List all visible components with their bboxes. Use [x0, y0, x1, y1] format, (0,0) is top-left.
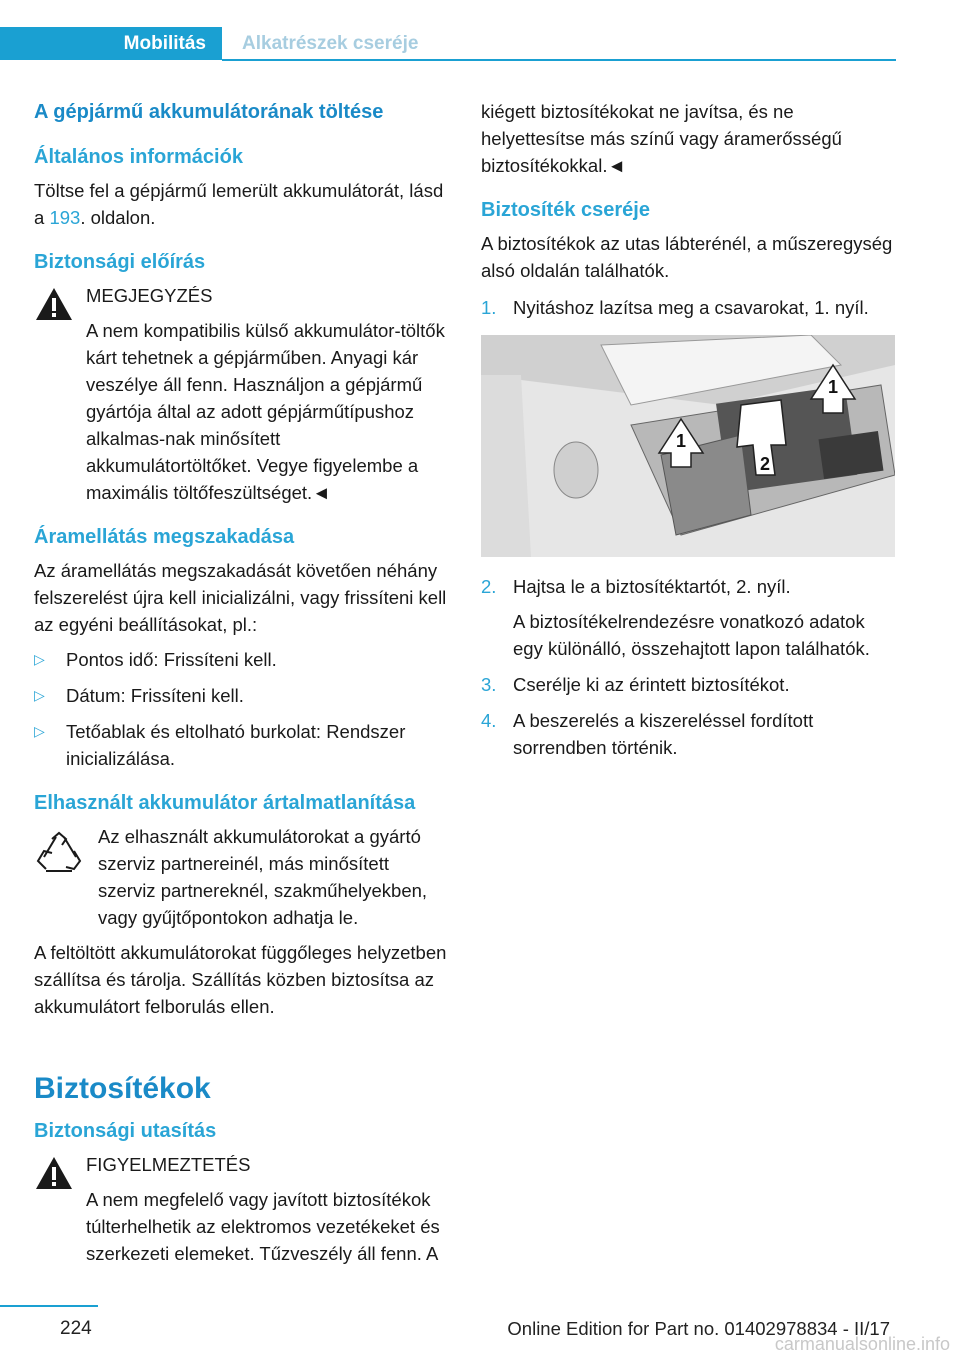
- replace-text: A biztosítékok az utas lábterénél, a műszeregység alsó oldalán találhatók.: [481, 233, 893, 281]
- charged-battery-text: A feltöltött akkumulátorokat függőleges helyzetben szállítsa és tárolja. Szállítás közben biztosítsa az akkumulátort felborulás ellen.: [34, 942, 447, 1017]
- bullet-text: Pontos idő: Frissíteni kell.: [66, 649, 277, 670]
- list-item: [481, 671, 895, 698]
- warning-text: A nem megfelelő vagy javított biztosítékok túlterhelhetik az elektromos vezetékeket és szerkezeti elemeket. Tűzveszély áll fenn. A: [86, 1189, 440, 1264]
- warning-triangle-icon: [34, 286, 74, 322]
- arrow-2-label: 2: [759, 454, 771, 474]
- step-note: A biztosítékelrendezésre vonatkozó adatok egy különálló, összehajtott lapon találhatók.: [513, 611, 870, 659]
- page-header: [0, 27, 896, 60]
- list-item: [481, 573, 895, 662]
- edition-text: Online Edition for Part no. 01402978834 - II/17: [507, 1318, 890, 1339]
- warning-continuation: kiégett biztosítékokat ne javítsa, és ne helyettesítse más színű vagy áramerősségű biztosítékokkal.◄: [481, 101, 842, 176]
- heading-safety-note: Biztonsági előírás: [34, 251, 206, 273]
- list-item: [34, 718, 448, 772]
- left-column: [34, 98, 448, 1267]
- heading-battery-disposal: Elhasznált akkumulátor ártalmatlanítása: [34, 792, 416, 814]
- step-text: Nyitáshoz lazítsa meg a csavarokat, 1. nyíl.: [513, 297, 869, 318]
- heading-fuse-replacement: Biztosíték cseréje: [481, 199, 650, 221]
- notice-block: [34, 282, 448, 506]
- step-number: 4.: [481, 710, 497, 731]
- arrow-1-left-label: 1: [675, 431, 687, 451]
- general-info-text: [34, 177, 448, 231]
- fuse-box-drawing: [481, 335, 895, 557]
- step-text: A beszerelés a kiszereléssel fordított sorrendben történik.: [513, 710, 814, 758]
- right-column: [481, 98, 895, 770]
- section-title-fuses: Biztosítékok: [34, 1072, 211, 1105]
- heading-safety-instruction: Biztonsági utasítás: [34, 1120, 217, 1142]
- page-link-193[interactable]: 193: [49, 207, 81, 228]
- heading-power-interruption: Áramellátás megszakadása: [34, 526, 295, 548]
- list-item: [481, 294, 895, 321]
- header-tab-parts-replacement: Alkatrészek cseréje: [242, 32, 419, 54]
- bullet-list: [34, 646, 448, 772]
- watermark: carmanualsonline.info: [774, 1334, 950, 1354]
- step-text: Hajtsa le a biztosítéktartót, 2. nyíl.: [513, 576, 791, 597]
- steps-list-a: [481, 294, 895, 321]
- step-text: Cserélje ki az érintett biztosítékot.: [513, 674, 790, 695]
- power-text: Az áramellátás megszakadását követően néhány felszerelést újra kell inicializálni, vagy frissíteni kell az egyéni beállításokat, pl.:: [34, 560, 447, 635]
- step-number: 2.: [481, 576, 497, 597]
- disposal-text: Az elhasznált akkumulátorokat a gyártó szerviz partnereinél, más minősített szerviz partnereknél, szakműhelyekben, vagy gyűjtőpontokon adhatja le.: [98, 826, 428, 928]
- notice-text: [34, 317, 448, 506]
- bullet-arrow-icon: ▷: [34, 687, 45, 703]
- header-rule: [222, 59, 896, 61]
- notice-text-span: A nem kompatibilis külső akkumulátor-töltők kárt tehetnek a gépjárműben. Anyagi kár veszélye áll fenn. Használjon a gépjármű gyártója által az adott gépjárműtípushoz alkalmas-nak minősített akkumulátortöltőket. Vegye figyelembe a maximális töltőfeszültséget.◄: [86, 320, 445, 503]
- bullet-arrow-icon: ▷: [34, 651, 45, 667]
- general-text-pre: Töltse fel a gépjármű lemerült akkumulátorát, lásd a: [34, 180, 444, 228]
- section-title-battery-charging: A gépjármű akkumulátorának töltése: [34, 101, 384, 123]
- list-item: [34, 646, 448, 673]
- list-item: [481, 707, 895, 761]
- step-number: 1.: [481, 297, 497, 318]
- warning-label: FIGYELMEZTETÉS: [86, 1154, 251, 1175]
- steps-list-b: [481, 573, 895, 761]
- warning-triangle-icon: [34, 1155, 74, 1191]
- page-number: 224: [60, 1318, 92, 1339]
- warning-block: [34, 1151, 448, 1267]
- arrow-1-right-label: 1: [827, 377, 839, 397]
- recycle-icon: [34, 829, 84, 879]
- heading-general-info: Általános információk: [34, 146, 243, 168]
- bullet-text: Tetőablak és eltolható burkolat: Rendszer inicializálása.: [66, 721, 406, 769]
- recycle-block: [34, 823, 448, 931]
- general-text-post: . oldalon.: [80, 207, 156, 228]
- fuse-box-illustration: [481, 335, 895, 557]
- notice-label: MEGJEGYZÉS: [86, 285, 213, 306]
- header-tab-mobility: Mobilitás: [0, 27, 222, 60]
- step-number: 3.: [481, 674, 497, 695]
- list-item: [34, 682, 448, 709]
- bullet-arrow-icon: ▷: [34, 723, 45, 739]
- bullet-text: Dátum: Frissíteni kell.: [66, 685, 244, 706]
- footer-rule: [0, 1305, 98, 1307]
